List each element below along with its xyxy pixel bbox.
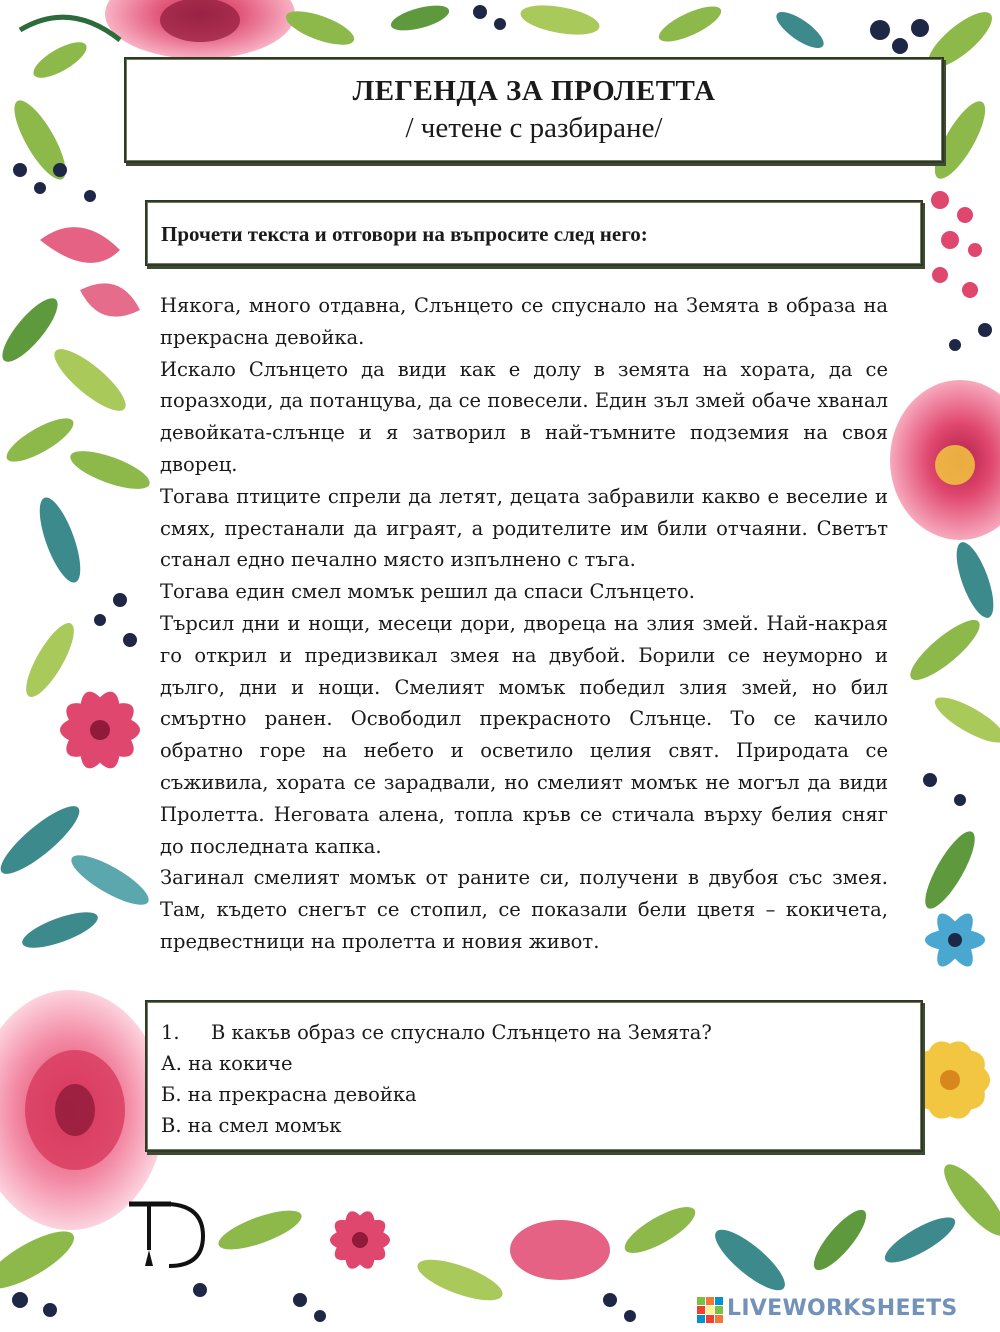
- page-title: ЛЕГЕНДА ЗА ПРОЛЕТТА: [352, 75, 716, 107]
- question-text: В какъв образ се спуснало Слънцето на Земята?: [211, 1021, 712, 1044]
- instruction-text: Прочети текста и отговори на въпросите след него:: [161, 222, 648, 246]
- instruction-box: [145, 200, 923, 266]
- publisher-logo-icon: [125, 1198, 207, 1270]
- story-paragraph: Тогава един смел момък решил да спаси Слънцето.: [160, 580, 695, 604]
- story-paragraph: Някога, много отдавна, Слънцето се спуснало на Земята в образа на прекрасна девойка.: [160, 294, 888, 349]
- answer-option-a[interactable]: А. на кокиче: [161, 1052, 293, 1075]
- question-number: 1.: [161, 1021, 180, 1044]
- story-paragraph: Тогава птиците спрели да летят, децата забравили какво е веселие и смях, престанали да играят, а родителите им били отчаяни. Светът станал едно печално място изпълнено с тъга.: [160, 484, 888, 572]
- story-text: [160, 290, 888, 958]
- watermark-text: LIVEWORKSHEETS: [727, 1296, 958, 1321]
- question-1: [161, 1017, 921, 1048]
- answer-option-b[interactable]: Б. на прекрасна девойка: [161, 1083, 417, 1106]
- liveworksheets-logo-icon: [697, 1297, 723, 1325]
- question-box: [145, 1000, 923, 1152]
- story-paragraph: Загинал смелият момък от раните си, получени в двубоя със змея. Там, където снегът се стопил, се показали бели цветя – кокичета, предвестници на пролетта и новия живот.: [160, 866, 888, 953]
- page-subtitle: / четене с разбиране/: [405, 112, 663, 144]
- answer-option-c[interactable]: В. на смел момък: [161, 1114, 342, 1137]
- title-box: [124, 57, 944, 163]
- left-flowers: [0, 94, 165, 1317]
- story-paragraph: Търсил дни и нощи, месеци дори, двореца на злия змей. Най-накрая го открил и предизвикал змея на двубой. Борили се неуморно и дълго, дни и нощи. Смелият момък победил злия змей, но бил смъртно ранен. Освободил прекрасното Слънце. То се качило обратно горе на небето и осветило целия свят. Природата се съживила, хората се зарадвали, но смелият момък не могъл да види Пролетта. Неговата алена, топла кръв се стичала върху белия сняг до последната капка.: [160, 611, 888, 858]
- story-paragraph: Искало Слънцето да види как е долу в земята на хората, да се поразходи, да потанцува, да се повесели. Един зъл змей обаче хванал девойката-слънце и я затворил в най-тъмните подземия на своя дворец.: [160, 357, 888, 476]
